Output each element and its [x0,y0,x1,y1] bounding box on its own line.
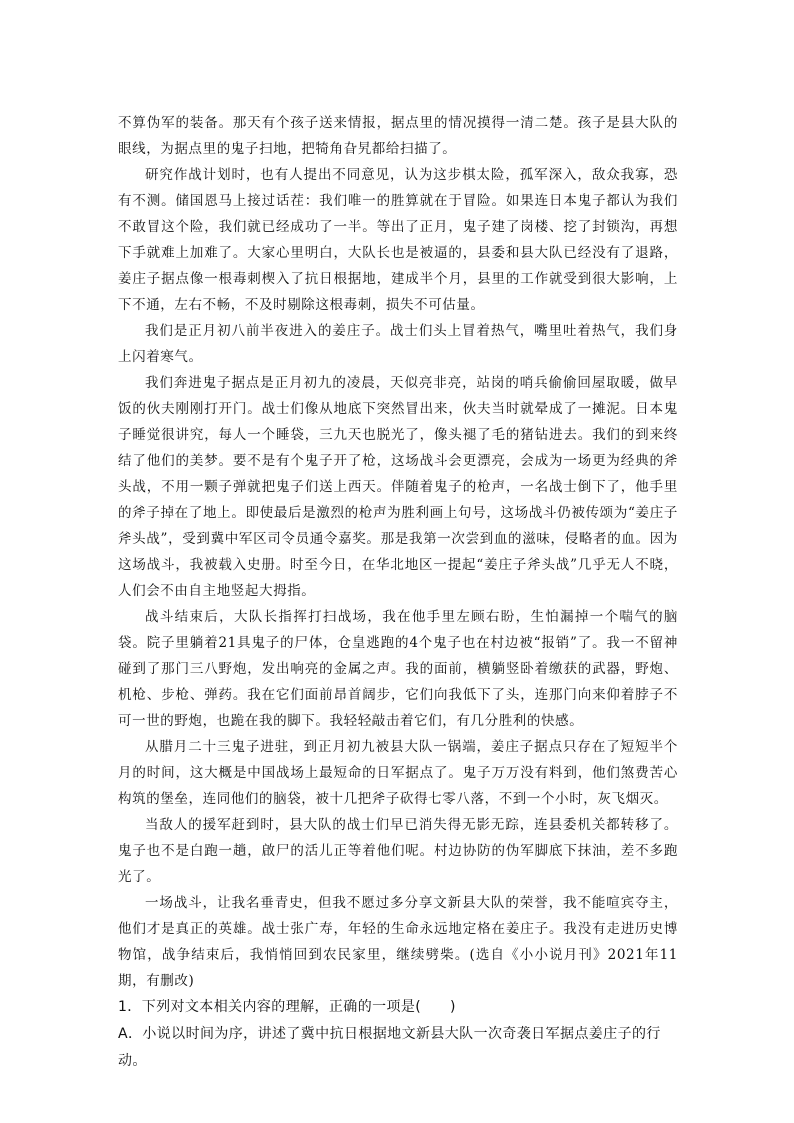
paragraph-2: 研究作战计划时，也有人提出不同意见，认为这步棋太险，孤军深入，敌众我寡，恐有不测。储国恩马上接过话茬：我们唯一的胜算就在于冒险。如果连日本鬼子都认为我们不敢冒这个险，我们就已经成功了一半。等出了正月，鬼子建了岗楼、挖了封锁沟，再想下手就难上加难了。大家心里明白，大队长也是被逼的，县委和县大队已经没有了退路，姜庄子据点像一根毒刺楔入了抗日根据地，建成半个月，县里的工作就受到很大影响，上下不通，左右不畅，不及时剔除这根毒刺，损失不可估量。 [118,167,678,313]
question-1-option-a: A．小说以时间为序，讲述了冀中抗日根据地文新县大队一次奇袭日军据点姜庄子的行动。 [118,1026,661,1069]
question-1-stem: 1．下列对文本相关内容的理解，正确的一项是( ) [118,999,456,1015]
paragraph-5: 战斗结束后，大队长指挥打扫战场，我在他手里左顾右盼，生怕漏掉一个喘气的脑袋。院子里躺着21具鬼子的尸体，仓皇逃跑的4个鬼子也在村边被“报销”了。我一不留神碰到了那门三八野炮，发出响亮的金属之声。我的面前，横躺竖卧着缴获的武器，野炮、机枪、步枪、弹药。我在它们面前昂首阔步，它们向我低下了头，连那门向来仰着脖子不可一世的野炮，也跪在我的脚下。我轻轻敲击着它们，有几分胜利的快感。 [118,609,678,729]
paragraph-1: 不算伪军的装备。那天有个孩子送来情报，据点里的情况摸得一清二楚。孩子是县大队的眼线，为据点里的鬼子扫地，把犄角旮旯都给扫描了。 [118,115,678,157]
paragraph-3: 我们是正月初八前半夜进入的姜庄子。战士们头上冒着热气，嘴里吐着热气，我们身上闪着寒气。 [118,323,678,365]
document-content [118,110,678,1075]
paragraph-8: 一场战斗，让我名垂青史，但我不愿过多分享文新县大队的荣誉，我不能喧宾夺主，他们才是真正的英雄。战士张广寿，年轻的生命永远地定格在姜庄子。我没有走进历史博物馆，战争结束后，我悄悄回到农民家里，继续劈柴。(选自《小小说月刊》2021年11期，有删改) [118,895,678,989]
paragraph-7: 当敌人的援军赶到时，县大队的战士们早已消失得无影无踪，连县委机关都转移了。鬼子也不是白跑一趟，啟尸的活儿正等着他们呢。村边协防的伪军脚底下抹油，差不多跑光了。 [118,817,678,885]
paragraph-6: 从腊月二十三鬼子进驻，到正月初九被县大队一锅端，姜庄子据点只存在了短短半个月的时间，这大概是中国战场上最短命的日军据点了。鬼子万万没有料到，他们煞费苦心构筑的堡垒，连同他们的脑袋，被十几把斧子砍得七零八落，不到一个小时，灰飞烟灭。 [118,739,678,807]
paragraph-4: 我们奔进鬼子据点是正月初九的凌晨，天似亮非亮，站岗的哨兵偷偷回屋取暖，做早饭的伙夫刚刚打开门。战士们像从地底下突然冒出来，伙夫当时就晕成了一摊泥。日本鬼子睡觉很讲究，每人一个睡袋，三九天也脱光了，像头褪了毛的猪钻进去。我们的到来终结了他们的美梦。要不是有个鬼子开了枪，这场战斗会更漂亮，会成为一场更为经典的斧头战，不用一颗子弹就把鬼子们送上西天。伴随着鬼子的枪声，一名战士倒下了，他手里的斧子掉在了地上。即使最后是激烈的枪声为胜利画上句号，这场战斗仍被传颂为“姜庄子斧头战”，受到冀中军区司令员通令嘉奖。那是我第一次尝到血的滋味，侵略者的血。因为这场战斗，我被载入史册。时至今日，在华北地区一提起“姜庄子斧头战”几乎无人不晓，人们会不由自主地竖起大拇指。 [118,375,678,599]
